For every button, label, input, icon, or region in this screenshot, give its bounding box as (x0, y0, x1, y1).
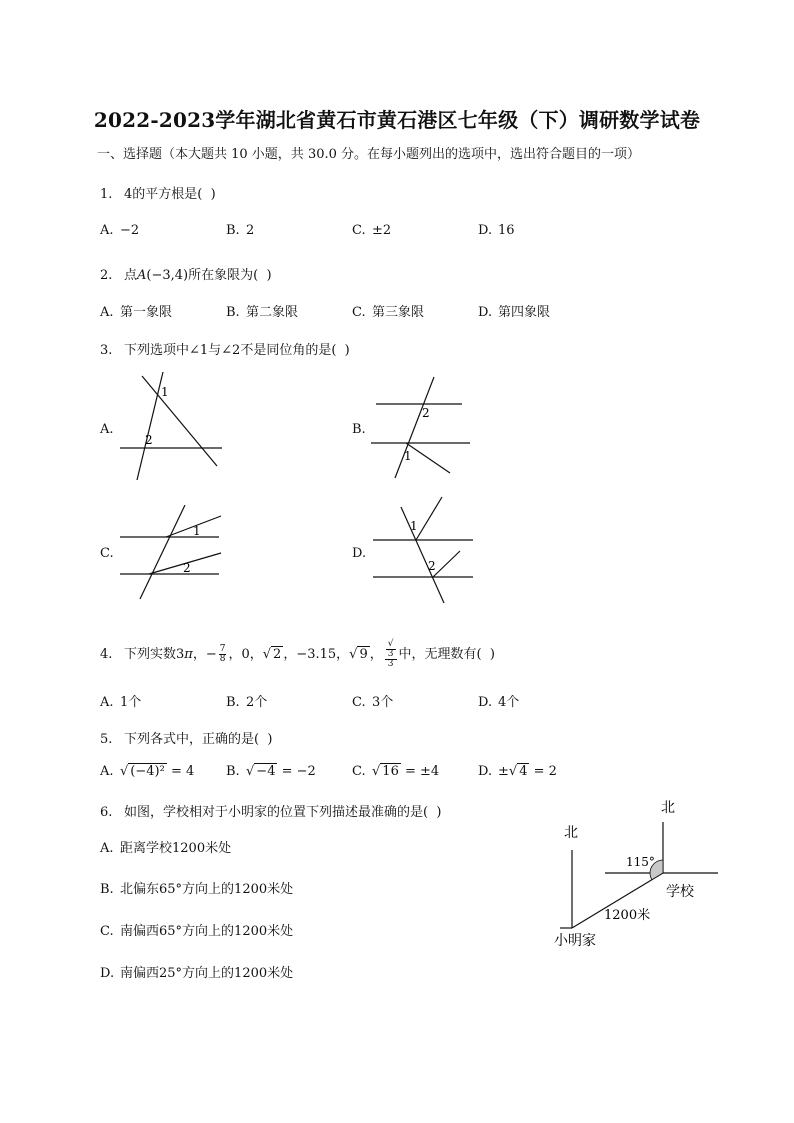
fraction: √ 3 3 (385, 640, 397, 669)
question-number: 6. (100, 805, 113, 820)
angle-label: 2 (145, 433, 153, 447)
angle-label: 1 (193, 524, 201, 538)
question-1 (100, 183, 216, 202)
q1-option-c[interactable]: C. ±2 (352, 223, 392, 238)
q6-option-d[interactable]: D. 南偏西25°方向上的1200米处 (100, 966, 294, 981)
fraction: $\frac{7}{8}$ (219, 644, 226, 664)
angle-label: 2 (183, 561, 191, 575)
north-label-school: 北 (661, 800, 675, 816)
q4-option-b[interactable]: B. 2个 (226, 695, 268, 710)
page-title: 2022-2023学年湖北省黄石市黄石港区七年级（下）调研数学试卷 (93, 108, 701, 132)
q1-option-a[interactable]: A. −2 (100, 223, 140, 238)
school-label: 学校 (666, 884, 694, 900)
q6-option-a[interactable]: A. 距离学校1200米处 (100, 841, 232, 856)
angle-label: 1 (410, 519, 418, 533)
section-heading: 一、选择题（本大题共 10 小题，共 30.0 分。在每小题列出的选项中，选出符合题目的一项） (97, 147, 641, 162)
q5-option-d[interactable]: D. ±√ 4 = 2 (478, 764, 557, 779)
question-number: 1. (100, 187, 113, 202)
ray-line (433, 551, 460, 577)
q2-option-a[interactable]: A. 第一象限 (100, 305, 173, 320)
question-4: 4. 下列实数3π，− $\frac{7}{8}$ ，0，√ 2 ，−3.15，√ 9 ， √ 3 3 中，无理数有( ) (100, 639, 495, 669)
home-label: 小明家 (554, 933, 596, 949)
q3-figure-c (115, 505, 230, 602)
q3-option-a-label[interactable]: A. (100, 422, 114, 437)
q4-option-a[interactable]: A. 1个 (100, 695, 142, 710)
q6-option-b[interactable]: B. 北偏东65°方向上的1200米处 (100, 882, 294, 897)
question-stem: 下列选项中∠1与∠2不是同位角的是( ) (124, 343, 350, 358)
q1-option-d[interactable]: D. 16 (478, 223, 515, 238)
q3-option-d-label[interactable]: D. (352, 546, 367, 561)
question-6 (100, 801, 441, 820)
question-number: 2. (100, 268, 113, 283)
q3-figure-a (115, 372, 230, 484)
question-stem: 如图，学校相对于小明家的位置下列描述最准确的是( ) (124, 805, 442, 820)
q3-option-c-label[interactable]: C. (100, 546, 114, 561)
q6-option-c[interactable]: C. 南偏西65°方向上的1200米处 (100, 924, 294, 939)
ray-line (406, 443, 450, 473)
north-label-home: 北 (564, 825, 578, 841)
transversal-line (142, 376, 217, 466)
sqrt: √ 2 (262, 647, 282, 662)
q1-option-b[interactable]: B. 2 (226, 223, 255, 238)
q2-option-d[interactable]: D. 第四象限 (478, 305, 551, 320)
q3-option-b-label[interactable]: B. (352, 422, 366, 437)
angle-label-115: 115° (626, 855, 655, 869)
question-number: 5. (100, 732, 113, 747)
transversal-line (395, 377, 434, 478)
angle-label: 2 (428, 559, 436, 573)
q4-option-c[interactable]: C. 3个 (352, 695, 394, 710)
sqrt: √ 9 (349, 647, 368, 662)
question-2: 2. 点A(−3,4)所在象限为( ) (100, 268, 272, 283)
q2-option-b[interactable]: B. 第二象限 (226, 305, 299, 320)
angle-label: 1 (404, 449, 412, 463)
angle-label: 1 (161, 385, 169, 399)
question-3 (100, 339, 350, 358)
transversal-line (401, 507, 444, 603)
q4-option-d[interactable]: D. 4个 (478, 695, 520, 710)
q2-option-c[interactable]: C. 第三象限 (352, 305, 425, 320)
angle-label: 2 (422, 406, 430, 420)
q3-figure-b (368, 375, 478, 480)
q6-direction-figure (548, 795, 728, 955)
ray-line (416, 497, 442, 540)
question-number: 4. (100, 647, 113, 662)
question-number: 3. (100, 343, 113, 358)
q5-option-b[interactable]: B. √ −4 = −2 (226, 764, 316, 779)
distance-label: 1200米 (604, 908, 651, 923)
q5-option-c[interactable]: C. √ 16 = ±4 (352, 764, 440, 779)
transversal-line (137, 372, 163, 480)
transversal-line (140, 505, 185, 599)
question-stem: 4的平方根是( ) (124, 187, 216, 202)
question-stem: 下列各式中，正确的是( ) (124, 732, 273, 747)
q3-figure-d (368, 495, 478, 605)
question-5 (100, 728, 272, 747)
q5-option-a[interactable]: A. √ (−4)² = 4 (100, 764, 195, 779)
